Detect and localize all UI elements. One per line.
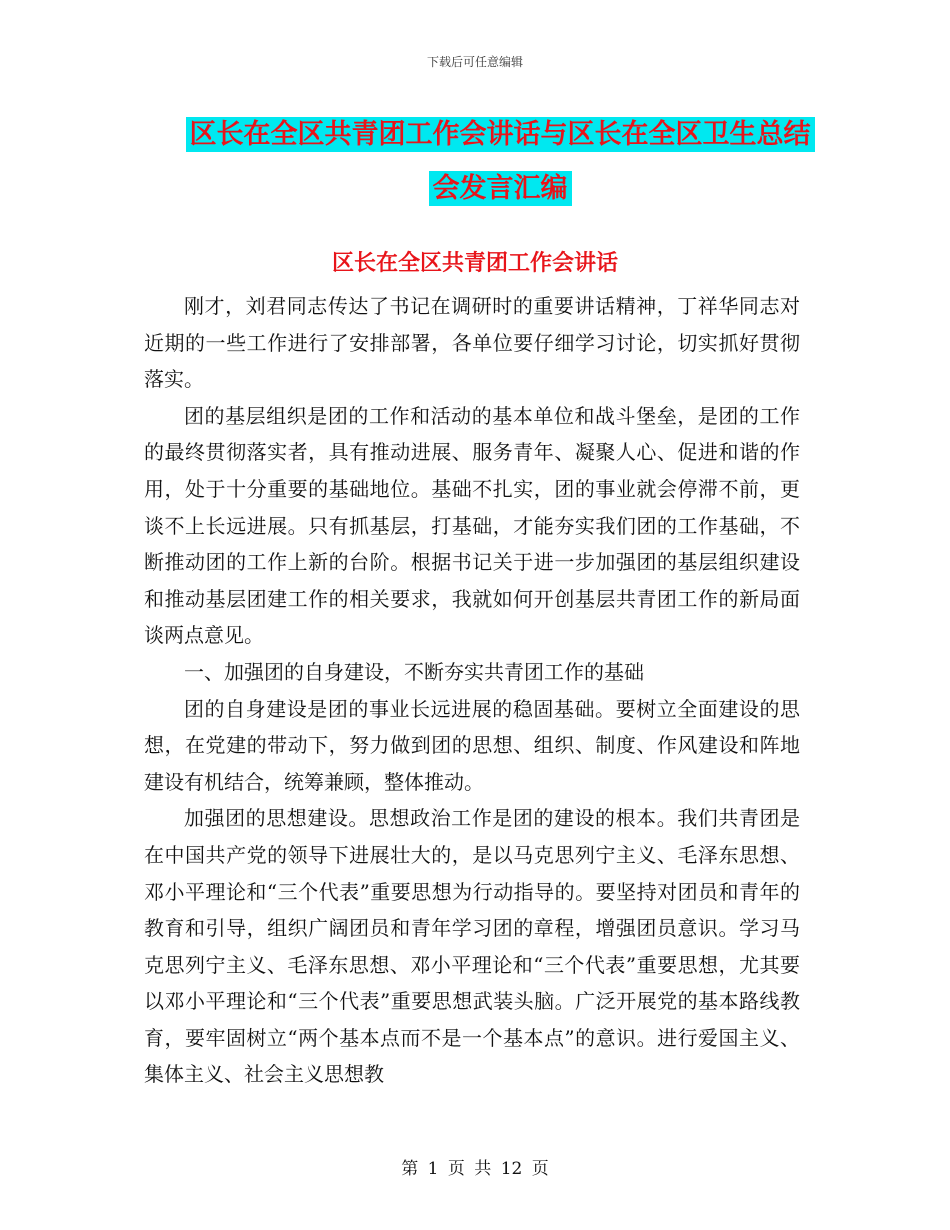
section-heading-paragraph: 一、加强团的自身建设，不断夯实共青团工作的基础 [184,659,644,684]
document-title-line-1: 区长在全区共青团工作会讲话与区长在全区卫生总结 [186,117,815,152]
paragraph: 刚才，刘君同志传达了书记在调研时的重要讲话精神，丁祥华同志对近期的一些工作进行了安排部署，各单位要仔细学习讨论，切实抓好贯彻落实。 [144,294,800,392]
document-title [140,108,860,216]
document-title-line-2: 会发言汇编 [429,171,572,206]
section-title: 区长在全区共青团工作会讲话 [331,251,618,276]
paragraph: 加强团的思想建设。思想政治工作是团的建设的根本。我们共青团是在中国共产党的领导下进展壮大的，是以马克思列宁主义、毛泽东思想、邓小平理论和“三个代表”重要思想为行动指导的。要坚持对团员和青年的教育和引导，组织广阔团员和青年学习团的章程，增强团员意识。学习马克思列宁主义、毛泽东思想、邓小平理论和“三个代表”重要思想，尤其要以邓小平理论和“三个代表”重要思想武装头脑。广泛开展党的基本路线教育，要牢固树立“两个基本点而不是一个基本点”的意识。进行爱国主义、集体主义、社会主义思想教 [144,806,800,1087]
header-note: 下载后可任意编辑 [426,55,523,69]
paragraph: 团的自身建设是团的事业长远进展的稳固基础。要树立全面建设的思想，在党建的带动下，努力做到团的思想、组织、制度、作风建设和阵地建设有机结合，统筹兼顾，整体推动。 [144,696,800,794]
page-number: 第 1 页 共 12 页 [401,1159,549,1179]
body-text [144,288,800,1093]
paragraph: 团的基层组织是团的工作和活动的基本单位和战斗堡垒，是团的工作的最终贯彻落实者，具有推动进展、服务青年、凝聚人心、促进和谐的作用，处于十分重要的基础地位。基础不扎实，团的事业就会停滞不前，更谈不上长远进展。只有抓基层，打基础，才能夯实我们团的工作基础，不断推动团的工作上新的台阶。根据书记关于进一步加强团的基层组织建设和推动基层团建工作的相关要求，我就如何开创基层共青团工作的新局面谈两点意见。 [144,403,800,648]
